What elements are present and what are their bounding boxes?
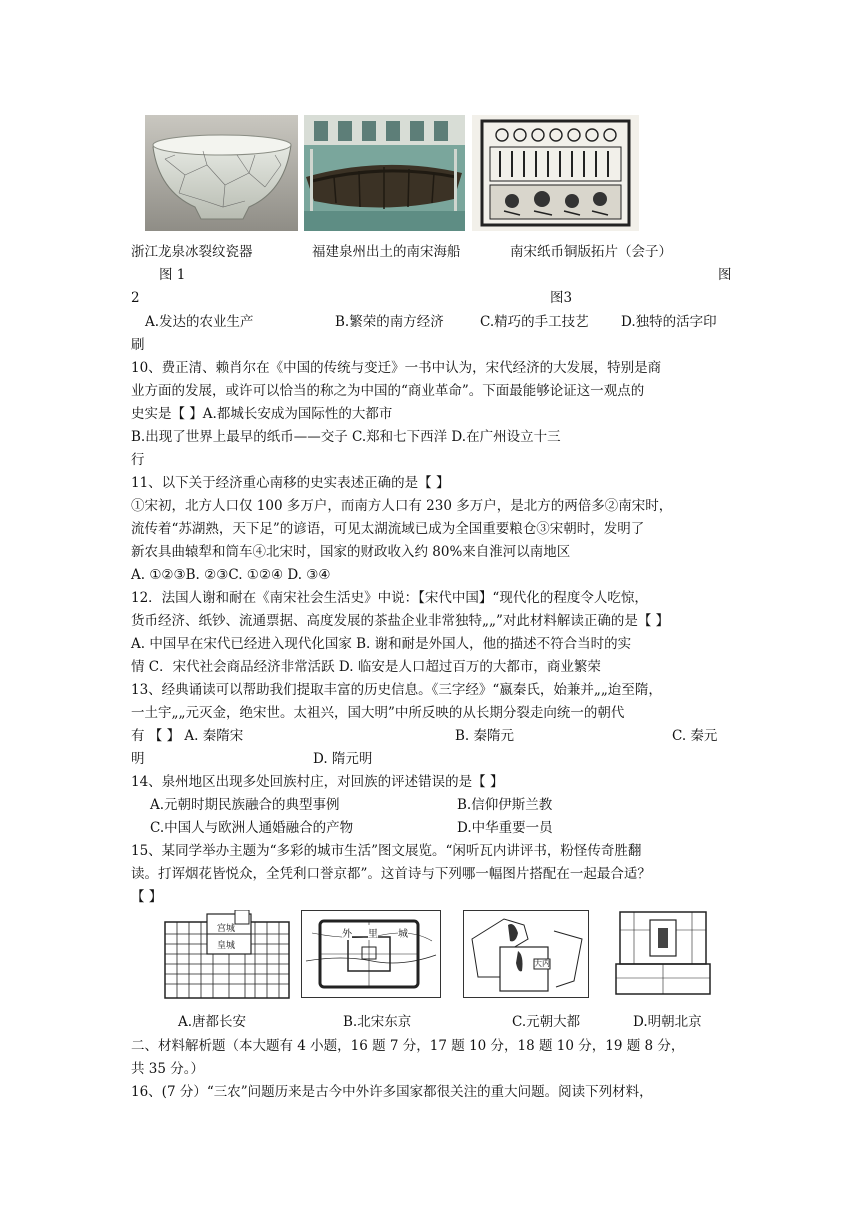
caption-porcelain: 浙江龙泉冰裂纹瓷器: [131, 244, 253, 260]
q9-option-a: A.发达的农业生产: [145, 314, 254, 330]
map-a-label-2: 皇城: [217, 941, 236, 951]
map-c-label-1: 大内: [534, 959, 550, 968]
figure-label-1: 图 1: [159, 267, 186, 283]
q15-option-b: B.北宋东京: [343, 1014, 412, 1030]
q15-line-2: 读。打诨烟花皆悦众，全凭利口誉京都”。这首诗与下列哪一幅图片搭配在一起最合适？: [131, 866, 651, 882]
q13-option-b: B. 秦隋元: [455, 728, 515, 744]
q9-option-d: D.独特的活字印: [621, 314, 717, 330]
q11-line-4: 新农具曲辕犁和筒车④北宋时，国家的财政收入约 80%来自淮河以南地区: [131, 544, 571, 560]
q11-line-3: 流传着“苏湖熟，天下足”的谚语，可见太湖流域已成为全国重要粮仓③宋朝时，发明了: [131, 521, 645, 537]
q12-line-3: A. 中国早在宋代已经进入现代化国家 B. 谢和耐是外国人，他的描述不符合当时的实: [131, 636, 632, 652]
q13-option-d: D. 隋元明: [313, 751, 373, 767]
q10-line-3: 史实是【 】A.都城长安成为国际性的大都市: [131, 406, 393, 422]
map-b-label-2: 里: [368, 925, 378, 940]
q12-line-1: 12．法国人谢和耐在《南宋社会生活史》中说：【宋代中国】“现代化的程度令人吃惊，: [131, 590, 648, 606]
section2-line-2: 共 35 分。）: [131, 1061, 205, 1077]
q16-line-1: 16、(7 分）“三农”问题历来是古今中外许多国家都很关注的重大问题。阅读下列材料，: [131, 1084, 653, 1100]
q13-line-3a: 有 【 】 A. 秦隋宋: [131, 728, 244, 744]
q9-option-c: C.精巧的手工技艺: [480, 314, 589, 330]
caption-paper-money: 南宋纸币铜版拓片（会子）: [510, 244, 672, 260]
figure-label-2a: 图: [718, 267, 732, 283]
q9-option-wrap: 刷: [131, 337, 145, 353]
q15-line-3: 【 】: [131, 889, 163, 905]
q13-line-2: 一土宇„„元灭金，绝宋世。太祖兴，国大明”中所反映的从长期分裂走向统一的朝代: [131, 705, 625, 721]
q15-option-c: C.元朝大都: [512, 1014, 581, 1030]
map-a-label-1: 宫城: [217, 924, 236, 934]
figure-label-2b: 2: [131, 290, 140, 306]
huizi-paper-money-rubbing-image: [472, 115, 639, 231]
q13-line-1: 13、经典诵读可以帮助我们提取丰富的历史信息。《三字经》“嬴秦氏，始兼并„„迨至隋，: [131, 682, 662, 698]
q13-option-c: C. 秦元: [672, 728, 718, 744]
q9-option-b: B.繁荣的南方经济: [335, 314, 444, 330]
q14-option-d: D.中华重要一员: [457, 820, 553, 836]
section2-line-1: 二、材料解析题（本大题有 4 小题，16 题 7 分，17 题 10 分，18 题 10 分，19 题 8 分，: [131, 1038, 685, 1054]
q14-option-a: A.元朝时期民族融合的典型事例: [150, 797, 340, 813]
q10-line-2: 业方面的发展，或许可以恰当的称之为中国的“商业革命”。下面最能够论证这一观点的: [131, 383, 645, 399]
q10-line-1: 10、费正清、赖肖尔在《中国的传统与变迁》一书中认为，宋代经济的大发展，特别是商: [131, 360, 662, 376]
q15-option-a: A.唐都长安: [178, 1014, 247, 1030]
q15-option-d: D.明朝北京: [633, 1014, 702, 1030]
q14-option-b: B.信仰伊斯兰教: [457, 797, 553, 813]
q13-line-4a: 明: [131, 751, 145, 767]
map-b-label-3: 城: [398, 925, 408, 940]
q11-line-5: A. ①②③B. ②③C. ①②④ D. ③④: [131, 567, 331, 583]
q11-line-1: 11、以下关于经济重心南移的史实表述正确的是【 】: [131, 475, 450, 491]
q10-line-4: B.出现了世界上最早的纸币——交子 C.郑和七下西洋 D.在广州设立十三: [131, 429, 561, 445]
q10-line-5: 行: [131, 452, 145, 468]
figure-label-3: 图3: [550, 290, 573, 306]
q12-line-4: 情 C．宋代社会商品经济非常活跃 D. 临安是人口超过百万的大都市，商业繁荣: [131, 659, 601, 675]
map-tang-changan: [163, 910, 293, 1002]
crackle-porcelain-bowl-image: [145, 115, 298, 231]
song-ship-image: [304, 115, 465, 231]
q15-line-1: 15、某同学举办主题为“多彩的城市生活”图文展览。“闲听瓦内讲评书，粉怪传奇胜翻: [131, 843, 642, 859]
map-ming-beijing: [612, 910, 716, 996]
map-yuan-dadu: [463, 910, 589, 998]
map-song-dongjing: [301, 910, 441, 998]
q11-line-2: ①宋初，北方人口仅 100 多万户，而南方人口有 230 多万户，是北方的两倍多②南宋时，: [131, 498, 673, 514]
map-b-label-1: 外: [342, 925, 352, 940]
q14-line-1: 14、泉州地区出现多处回族村庄，对回族的评述错误的是【 】: [131, 774, 504, 790]
caption-ship: 福建泉州出土的南宋海船: [312, 244, 461, 260]
q14-option-c: C.中国人与欧洲人通婚融合的产物: [150, 820, 354, 836]
q12-line-2: 货币经济、纸钞、流通票据、高度发展的茶盐企业非常独特„„”对此材料解读正确的是【 】: [131, 613, 670, 629]
